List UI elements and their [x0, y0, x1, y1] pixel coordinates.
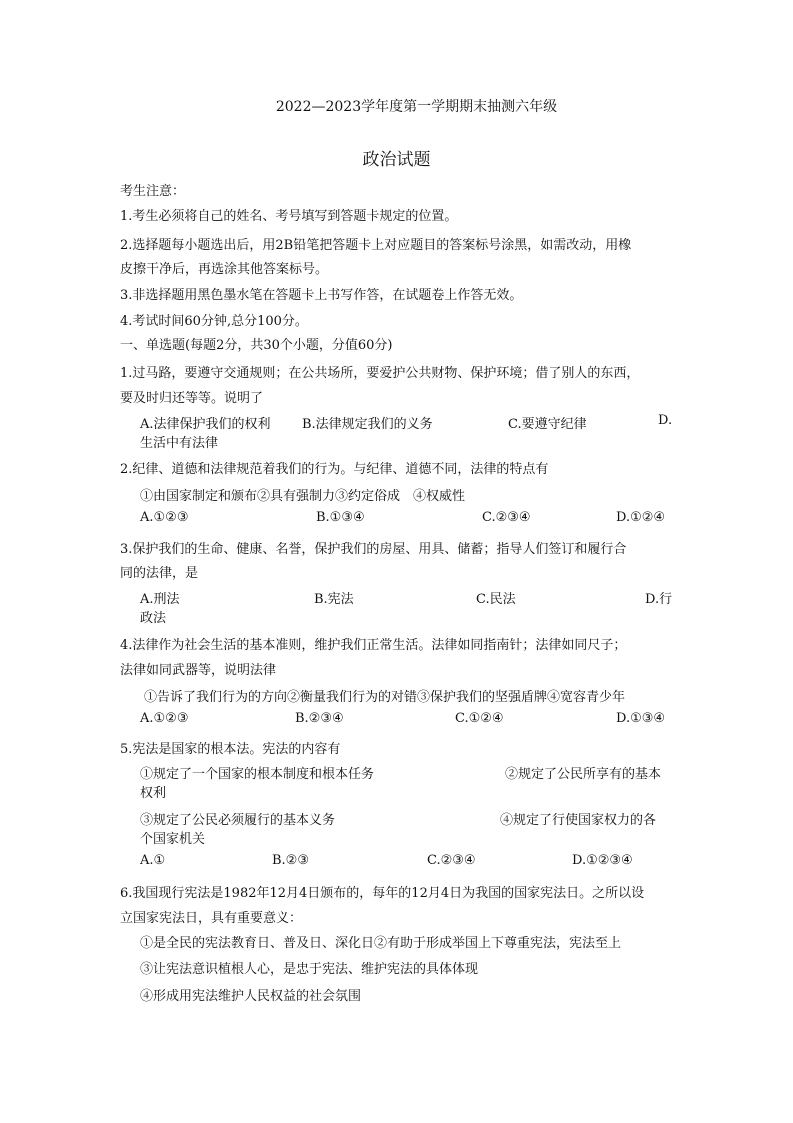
notice-heading: 考生注意： [120, 184, 186, 199]
notice-item-3: 3.非选择题用黑色墨水笔在答题卡上书写作答，在试题卷上作答无效。 [120, 288, 523, 303]
question-2-option-c: C.②③④ [482, 510, 531, 525]
question-4-option-b: B.②③④ [295, 711, 344, 726]
question-5-option-c: C.②③④ [427, 853, 476, 868]
question-2-option-b: B.①③④ [316, 510, 365, 525]
notice-item-2: 2.选择题每小题选出后，用2B铅笔把答题卡上对应题目的答案标号涂黑，如需改动，用橡 [120, 238, 632, 253]
question-5-option-d: D.①②③④ [572, 853, 633, 868]
question-3-option-d-text: 政法 [140, 611, 167, 626]
section-heading: 一、单选题(每题2分，共30个小题，分值60分) [120, 338, 393, 353]
question-4-stem: 4.法律作为社会生活的基本准则，维护我们正常生活。法律如同指南针；法律如同尺子； [120, 638, 627, 653]
question-3-stem: 3.保护我们的生命、健康、名誉，保护我们的房屋、用具、储蓄；指导人们签订和履行合 [120, 542, 627, 557]
question-3-option-d: D.行 [645, 592, 673, 607]
question-4-option-a: A.①②③ [140, 711, 189, 726]
question-5-stem: 5.宪法是国家的根本法。宪法的内容有 [120, 742, 341, 757]
page-title: 政治试题 [362, 150, 431, 170]
notice-item-1: 1.考生必须将自己的姓名、考号填写到答题卡规定的位置。 [120, 209, 458, 224]
question-1-option-d: D. [658, 413, 673, 428]
question-6-stem: 6.我国现行宪法是1982年12月4日颁布的，每年的12月4日为我国的国家宪法日。之所以设 [120, 886, 645, 901]
question-2-stem: 2.纪律、道德和法律规范着我们的行为。与纪律、道德不同，法律的特点有 [120, 462, 549, 477]
question-2-items: ①由国家制定和颁布②具有强制力③约定俗成 ④权威性 [140, 489, 466, 504]
question-4-stem-cont: 法律如同武器等，说明法律 [120, 663, 277, 678]
question-3-option-c: C.民法 [476, 592, 516, 607]
question-1-option-a: A.法律保护我们的权利 [140, 417, 271, 432]
question-5-option-a: A.① [140, 853, 166, 868]
question-1-option-d-text: 生活中有法律 [140, 436, 219, 451]
question-5-item-2: ②规定了公民所享有的基本 [505, 767, 662, 782]
exam-header: 2022—2023学年度第一学期期末抽测六年级 [275, 99, 558, 115]
question-3-stem-cont: 同的法律，是 [120, 566, 199, 581]
question-6-item-3: ④形成用宪法维护人民权益的社会氛围 [140, 989, 362, 1004]
question-6-stem-cont: 立国家宪法日，具有重要意义： [120, 911, 303, 926]
question-5-item-1: ①规定了一个国家的根本制度和根本任务 [140, 767, 375, 782]
question-4-option-c: C.①②④ [455, 711, 504, 726]
question-2-option-d: D.①②④ [616, 510, 666, 525]
notice-item-4: 4.考试时间60分钟,总分100分。 [120, 314, 308, 329]
question-5-item-2-cont: 权利 [140, 786, 167, 801]
question-1-stem: 1.过马路，要遵守交通规则；在公共场所，要爱护公共财物、保护环境；借了别人的东西， [120, 366, 640, 381]
question-5-item-4-cont: 个国家机关 [140, 832, 206, 847]
question-1-option-b: B.法律规定我们的义务 [302, 417, 433, 432]
question-5-item-3: ③规定了公民必须履行的基本义务 [140, 813, 336, 828]
question-4-items: ①告诉了我们行为的方向②衡量我们行为的对错③保护我们的坚强盾牌④宽容青少年 [144, 690, 626, 705]
question-6-item-1: ①是全民的宪法教育日、普及日、深化日②有助于形成举国上下尊重宪法，宪法至上 [140, 936, 622, 951]
notice-item-2-cont: 皮擦干净后，再选涂其他答案标号。 [120, 262, 329, 277]
question-2-option-a: A.①②③ [140, 510, 189, 525]
question-5-item-4: ④规定了行使国家权力的各 [500, 813, 657, 828]
question-6-item-2: ③让宪法意识植根人心，是忠于宪法、维护宪法的具体体现 [140, 962, 479, 977]
question-1-stem-cont: 要及时归还等等。说明了 [120, 391, 264, 406]
question-3-option-b: B.宪法 [314, 592, 354, 607]
question-1-option-c: C.要遵守纪律 [508, 417, 587, 432]
question-3-option-a: A.刑法 [140, 592, 180, 607]
question-5-option-b: B.②③ [272, 853, 309, 868]
question-4-option-d: D.①③④ [616, 711, 666, 726]
